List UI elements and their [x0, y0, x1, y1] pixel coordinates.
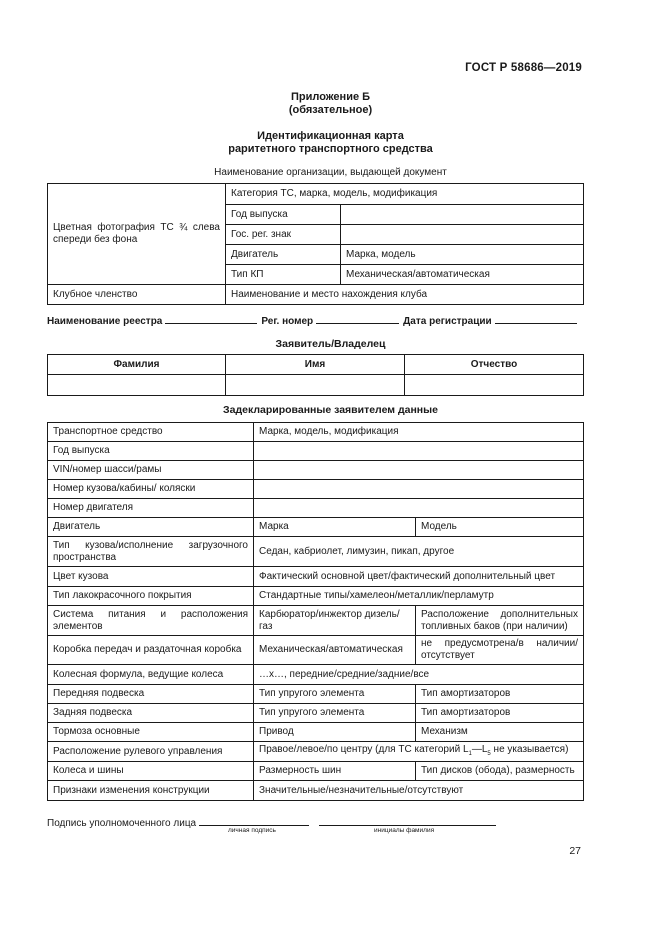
- club-value-cell: Наименование и место нахождения клуба: [226, 285, 584, 305]
- name-header: Имя: [226, 355, 405, 375]
- owner-title: Заявитель/Владелец: [275, 338, 386, 350]
- registry-name-label: Наименование реестра: [47, 316, 163, 327]
- table-row: [48, 499, 584, 518]
- row-label: Транспортное средство: [48, 423, 254, 442]
- row-label: Тип лакокрасочного покрытия: [48, 587, 254, 606]
- table-row: [48, 606, 584, 636]
- row-value: Марка: [254, 518, 416, 537]
- row-value: Механическая/автоматическая: [254, 636, 416, 665]
- row-value: Карбюратор/инжектор дизель/газ: [254, 606, 416, 636]
- registry-date-blank: [495, 314, 577, 324]
- row-label: Колесная формула, ведущие колеса: [48, 665, 254, 685]
- row-label: Двигатель: [48, 518, 254, 537]
- row-label: Признаки изменения конструкции: [48, 781, 254, 801]
- identification-table: [47, 183, 584, 305]
- row-label: Тип кузова/исполнение загрузочного пространства: [48, 537, 254, 567]
- table-row: [48, 723, 584, 742]
- table-row: [48, 480, 584, 499]
- table-row: [48, 636, 584, 665]
- signature-caption: личная подпись: [228, 827, 276, 834]
- registry-number-blank: [316, 314, 399, 324]
- row-value: Привод: [254, 723, 416, 742]
- row-value-2: Тип дисков (обода), размерность: [416, 762, 584, 781]
- row-value: [254, 742, 584, 762]
- registry-line: [47, 314, 577, 327]
- photo-cell: Цветная фотография ТС ¾ слева спереди без фона: [48, 184, 226, 285]
- row-label: Год выпуска: [48, 442, 254, 461]
- table-row: [48, 665, 584, 685]
- row-label: Номер двигателя: [48, 499, 254, 518]
- table-row: [48, 704, 584, 723]
- table-row: [48, 762, 584, 781]
- steering-text-end: не указывается): [490, 743, 569, 755]
- table-row: [48, 567, 584, 587]
- row-value: [254, 461, 584, 480]
- registry-name-blank: [165, 314, 257, 324]
- table-row: [48, 518, 584, 537]
- row-value: [254, 499, 584, 518]
- row-value: Марка, модель, модификация: [254, 423, 584, 442]
- row-label: Передняя подвеска: [48, 685, 254, 704]
- row-value: Тип упругого элемента: [254, 685, 416, 704]
- declared-title: Задекларированные заявителем данные: [223, 404, 438, 416]
- reg-plate-cell: Гос. рег. знак: [226, 225, 341, 245]
- appendix-status: (обязательное): [288, 104, 373, 116]
- row-label: VIN/номер шасси/рамы: [48, 461, 254, 480]
- row-value: Седан, кабриолет, лимузин, пикап, другое: [254, 537, 584, 567]
- row-label: Расположение рулевого управления: [48, 742, 254, 762]
- table-row: [48, 442, 584, 461]
- owner-table: [47, 354, 584, 396]
- steering-text: Правое/левое/по центру (для ТС категорий L: [259, 743, 469, 755]
- row-value: Значительные/незначительные/отсутствуют: [254, 781, 584, 801]
- row-value: [254, 480, 584, 499]
- signature-blank: [199, 816, 309, 826]
- name-cell: [226, 375, 405, 396]
- row-value-2: не предусмотрена/в наличии/ отсутствует: [416, 636, 584, 665]
- table-row: [48, 423, 584, 442]
- card-title-line2: раритетного транспортного средства: [228, 143, 433, 155]
- row-label: Цвет кузова: [48, 567, 254, 587]
- row-label: Задняя подвеска: [48, 704, 254, 723]
- row-value: Тип упругого элемента: [254, 704, 416, 723]
- organization-label: Наименование организации, выдающей документ: [214, 167, 447, 178]
- row-value: Стандартные типы/хамелеон/металлик/перламутр: [254, 587, 584, 606]
- table-row: [48, 742, 584, 762]
- row-label: Коробка передач и раздаточная коробка: [48, 636, 254, 665]
- steering-sub-2: 5: [487, 750, 491, 757]
- row-value-2: Модель: [416, 518, 584, 537]
- signature-label: Подпись уполномоченного лица: [47, 818, 197, 829]
- appendix-title: Приложение Б: [290, 91, 371, 103]
- row-label: Колеса и шины: [48, 762, 254, 781]
- registry-date-label: Дата регистрации: [403, 316, 492, 327]
- row-label: Номер кузова/кабины/ коляски: [48, 480, 254, 499]
- table-row: [48, 461, 584, 480]
- table-row: [48, 781, 584, 801]
- year-value-cell: [341, 205, 584, 225]
- declared-table: [47, 422, 584, 801]
- surname-cell: [48, 375, 226, 396]
- row-value-2: Механизм: [416, 723, 584, 742]
- category-cell: Категория ТС, марка, модель, модификация: [226, 184, 584, 205]
- patronymic-header: Отчество: [405, 355, 584, 375]
- row-label: Система питания и расположения элементов: [48, 606, 254, 636]
- row-value-2: Расположение дополнительных топливных баков (при наличии): [416, 606, 584, 636]
- row-value-2: Тип амортизаторов: [416, 685, 584, 704]
- standard-code: ГОСТ Р 58686—2019: [465, 62, 582, 74]
- table-row: [48, 537, 584, 567]
- name-caption: инициалы фамилия: [374, 827, 435, 834]
- page-number: 27: [569, 845, 581, 857]
- reg-plate-value-cell: [341, 225, 584, 245]
- row-value: Фактический основной цвет/фактический дополнительный цвет: [254, 567, 584, 587]
- table-row: [48, 587, 584, 606]
- gearbox-value-cell: Механическая/автоматическая: [341, 265, 584, 285]
- row-value-2: Тип амортизаторов: [416, 704, 584, 723]
- engine-value-cell: Марка, модель: [341, 245, 584, 265]
- name-blank: [319, 816, 496, 826]
- patronymic-cell: [405, 375, 584, 396]
- row-value: [254, 442, 584, 461]
- registry-number-label: Рег. номер: [261, 316, 314, 327]
- table-row: [48, 685, 584, 704]
- gearbox-cell: Тип КП: [226, 265, 341, 285]
- steering-sub-1: 1: [468, 750, 472, 757]
- club-cell: Клубное членство: [48, 285, 226, 305]
- year-cell: Год выпуска: [226, 205, 341, 225]
- steering-text-mid: —L: [471, 743, 488, 755]
- engine-cell: Двигатель: [226, 245, 341, 265]
- card-title-line1: Идентификационная карта: [257, 130, 404, 142]
- row-label: Тормоза основные: [48, 723, 254, 742]
- row-value: Размерность шин: [254, 762, 416, 781]
- row-value: …х…, передние/средние/задние/все: [254, 665, 584, 685]
- surname-header: Фамилия: [48, 355, 226, 375]
